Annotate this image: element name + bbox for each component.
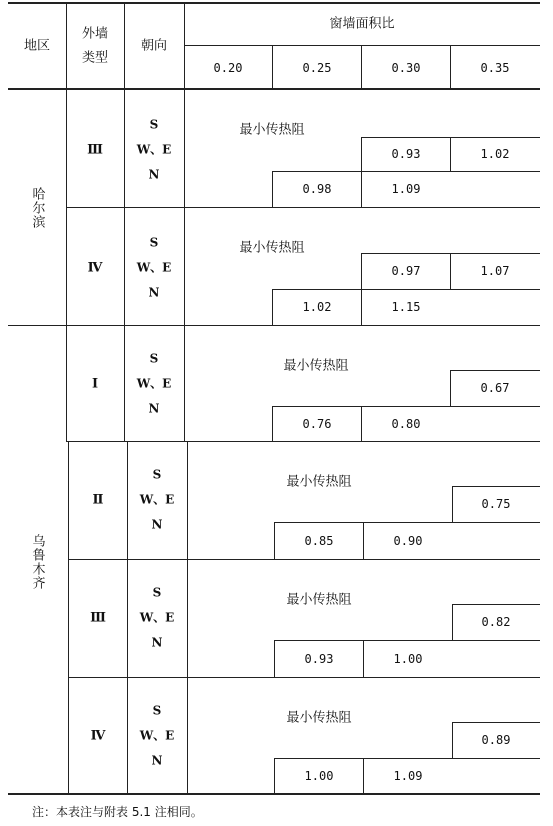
orientation-cell [140,699,175,774]
orientation-n: N [148,401,160,416]
value-cell: 0.85 [304,534,334,548]
orientation-n: N [151,517,163,532]
min-resistance-label: 最小传热阻 [286,474,352,490]
value-cell: 1.15 [391,300,421,314]
value-cell: 0.98 [302,182,332,196]
value-cell: 1.00 [304,769,334,783]
value-cell: 1.00 [393,652,423,666]
value-cell: 1.09 [393,769,423,783]
wall-type: Ⅲ [87,142,103,158]
orientation-s: S [152,467,162,482]
min-resistance-label: 最小传热阻 [239,122,305,138]
header-orientation: 朝向 [140,38,168,54]
orientation-we: W、E [136,376,172,391]
orientation-n: N [151,753,163,768]
value-cell: 0.67 [480,381,510,395]
value-cell: 0.76 [302,417,332,431]
min-resistance-label: 最小传热阻 [286,710,352,726]
value-cell: 1.02 [302,300,332,314]
orientation-s: S [149,235,159,250]
orientation-we: W、E [139,728,175,743]
value-cell: 0.93 [391,147,421,161]
orientation-s: S [149,117,159,132]
header-wall-type-line2: 类型 [81,50,109,66]
wall-type: Ⅰ [91,376,99,392]
orientation-s: S [152,703,162,718]
header-wall-type-line1: 外墙 [81,26,109,42]
city-harbin: 哈尔滨 [29,187,45,229]
wall-type: Ⅲ [90,610,106,626]
min-resistance-label: 最小传热阻 [239,240,305,256]
value-cell: 0.89 [481,733,511,747]
value-cell: 0.75 [481,497,511,511]
city-urumqi: 乌鲁木齐 [29,534,45,590]
orientation-s: S [152,585,162,600]
header-region: 地区 [23,38,51,54]
header-ratio-title: 窗墙面积比 [329,16,395,32]
orientation-cell [137,231,172,306]
ratio-header-1: 0.20 [213,61,243,75]
value-cell: 0.80 [391,417,421,431]
value-cell: 0.82 [481,615,511,629]
orientation-n: N [148,285,160,300]
value-cell: 0.93 [304,652,334,666]
orientation-cell [140,581,175,656]
orientation-cell [137,347,172,422]
min-resistance-label: 最小传热阻 [283,358,349,374]
value-cell: 1.09 [391,182,421,196]
orientation-n: N [151,635,163,650]
value-cell: 0.97 [391,264,421,278]
wall-type: Ⅳ [90,728,106,744]
min-resistance-label: 最小传热阻 [286,592,352,608]
orientation-cell [137,113,172,188]
value-cell: 1.07 [480,264,510,278]
value-cell: 1.02 [480,147,510,161]
table-note: 注：本表注与附表 5.1 注相同。 [32,805,203,819]
wall-type: Ⅳ [87,260,103,276]
ratio-header-4: 0.35 [480,61,510,75]
orientation-we: W、E [139,492,175,507]
orientation-cell [140,463,175,538]
orientation-we: W、E [136,260,172,275]
ratio-header-2: 0.25 [302,61,332,75]
ratio-header-3: 0.30 [391,61,421,75]
orientation-s: S [149,351,159,366]
orientation-we: W、E [139,610,175,625]
orientation-we: W、E [136,142,172,157]
wall-type: Ⅱ [92,492,104,508]
value-cell: 0.90 [393,534,423,548]
orientation-n: N [148,167,160,182]
